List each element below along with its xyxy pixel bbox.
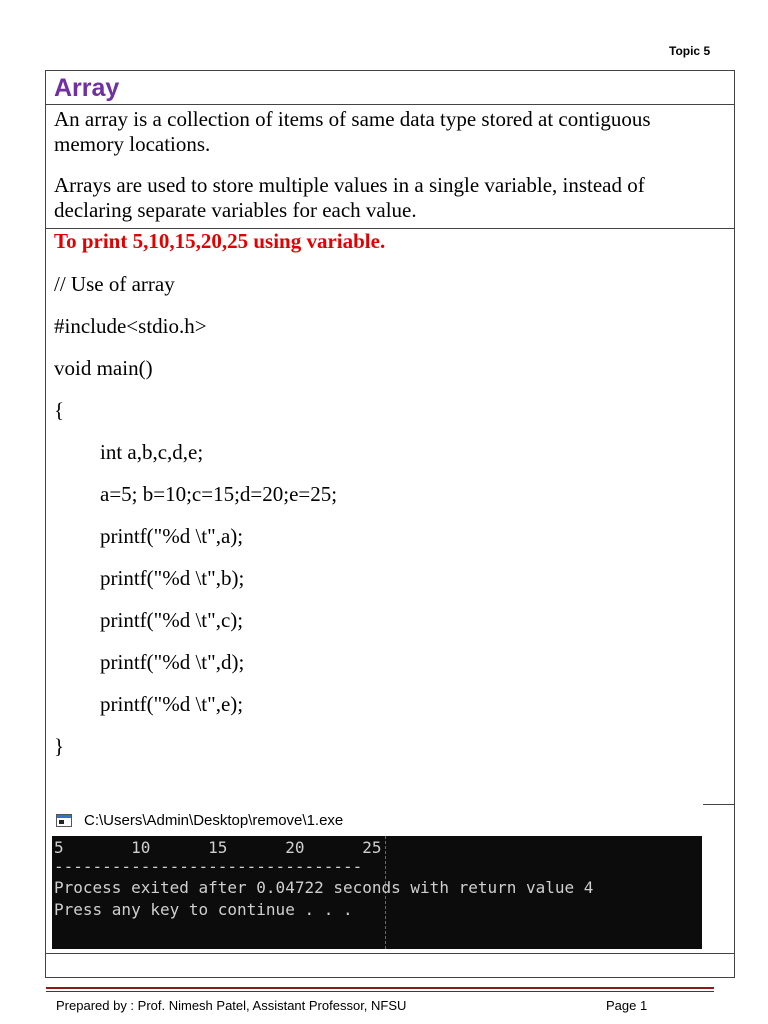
- footer-rule: [46, 991, 714, 992]
- code-line: // Use of array: [54, 272, 175, 296]
- divider: [46, 104, 734, 105]
- code-line: }: [54, 734, 65, 758]
- doc-title: Array: [54, 74, 120, 102]
- console-line: --------------------------------: [54, 857, 363, 876]
- console-line: Press any key to continue . . .: [54, 900, 353, 919]
- console-window-icon: [56, 814, 72, 827]
- console-line: Process exited after 0.04722 seconds with return value 4: [54, 878, 594, 897]
- code-line: printf("%d \t",b);: [100, 566, 245, 590]
- definition-paragraph: An array is a collection of items of same data type stored at contiguous memory locations.: [54, 107, 651, 156]
- code-line: printf("%d \t",c);: [100, 608, 244, 632]
- footer-rule: [46, 987, 714, 989]
- code-line: void main(): [54, 356, 153, 380]
- code-line: printf("%d \t",d);: [100, 650, 245, 674]
- console-titlebar: [52, 808, 702, 836]
- topic-label: Topic 5: [669, 44, 711, 58]
- usage-paragraph: Arrays are used to store multiple values in a single variable, instead of declaring separate variables for each value.: [54, 173, 645, 222]
- code-line: a=5; b=10;c=15;d=20;e=25;: [100, 482, 338, 506]
- footer-page-number: Page 1: [606, 998, 648, 1013]
- console-window-title: C:\Users\Admin\Desktop\remove\1.exe: [84, 812, 344, 829]
- code-line: printf("%d \t",e);: [100, 692, 244, 716]
- divider: [46, 953, 734, 954]
- console-output: [52, 836, 702, 949]
- footer-author: Prepared by : Prof. Nimesh Patel, Assistant Professor, NFSU: [56, 998, 407, 1013]
- console-line: 5 10 15 20 25: [54, 838, 382, 857]
- code-line: {: [54, 398, 65, 422]
- code-line: #include<stdio.h>: [54, 314, 207, 338]
- code-line: printf("%d \t",a);: [100, 524, 244, 548]
- code-line: int a,b,c,d,e;: [100, 440, 204, 464]
- section-heading: To print 5,10,15,20,25 using variable.: [54, 229, 386, 253]
